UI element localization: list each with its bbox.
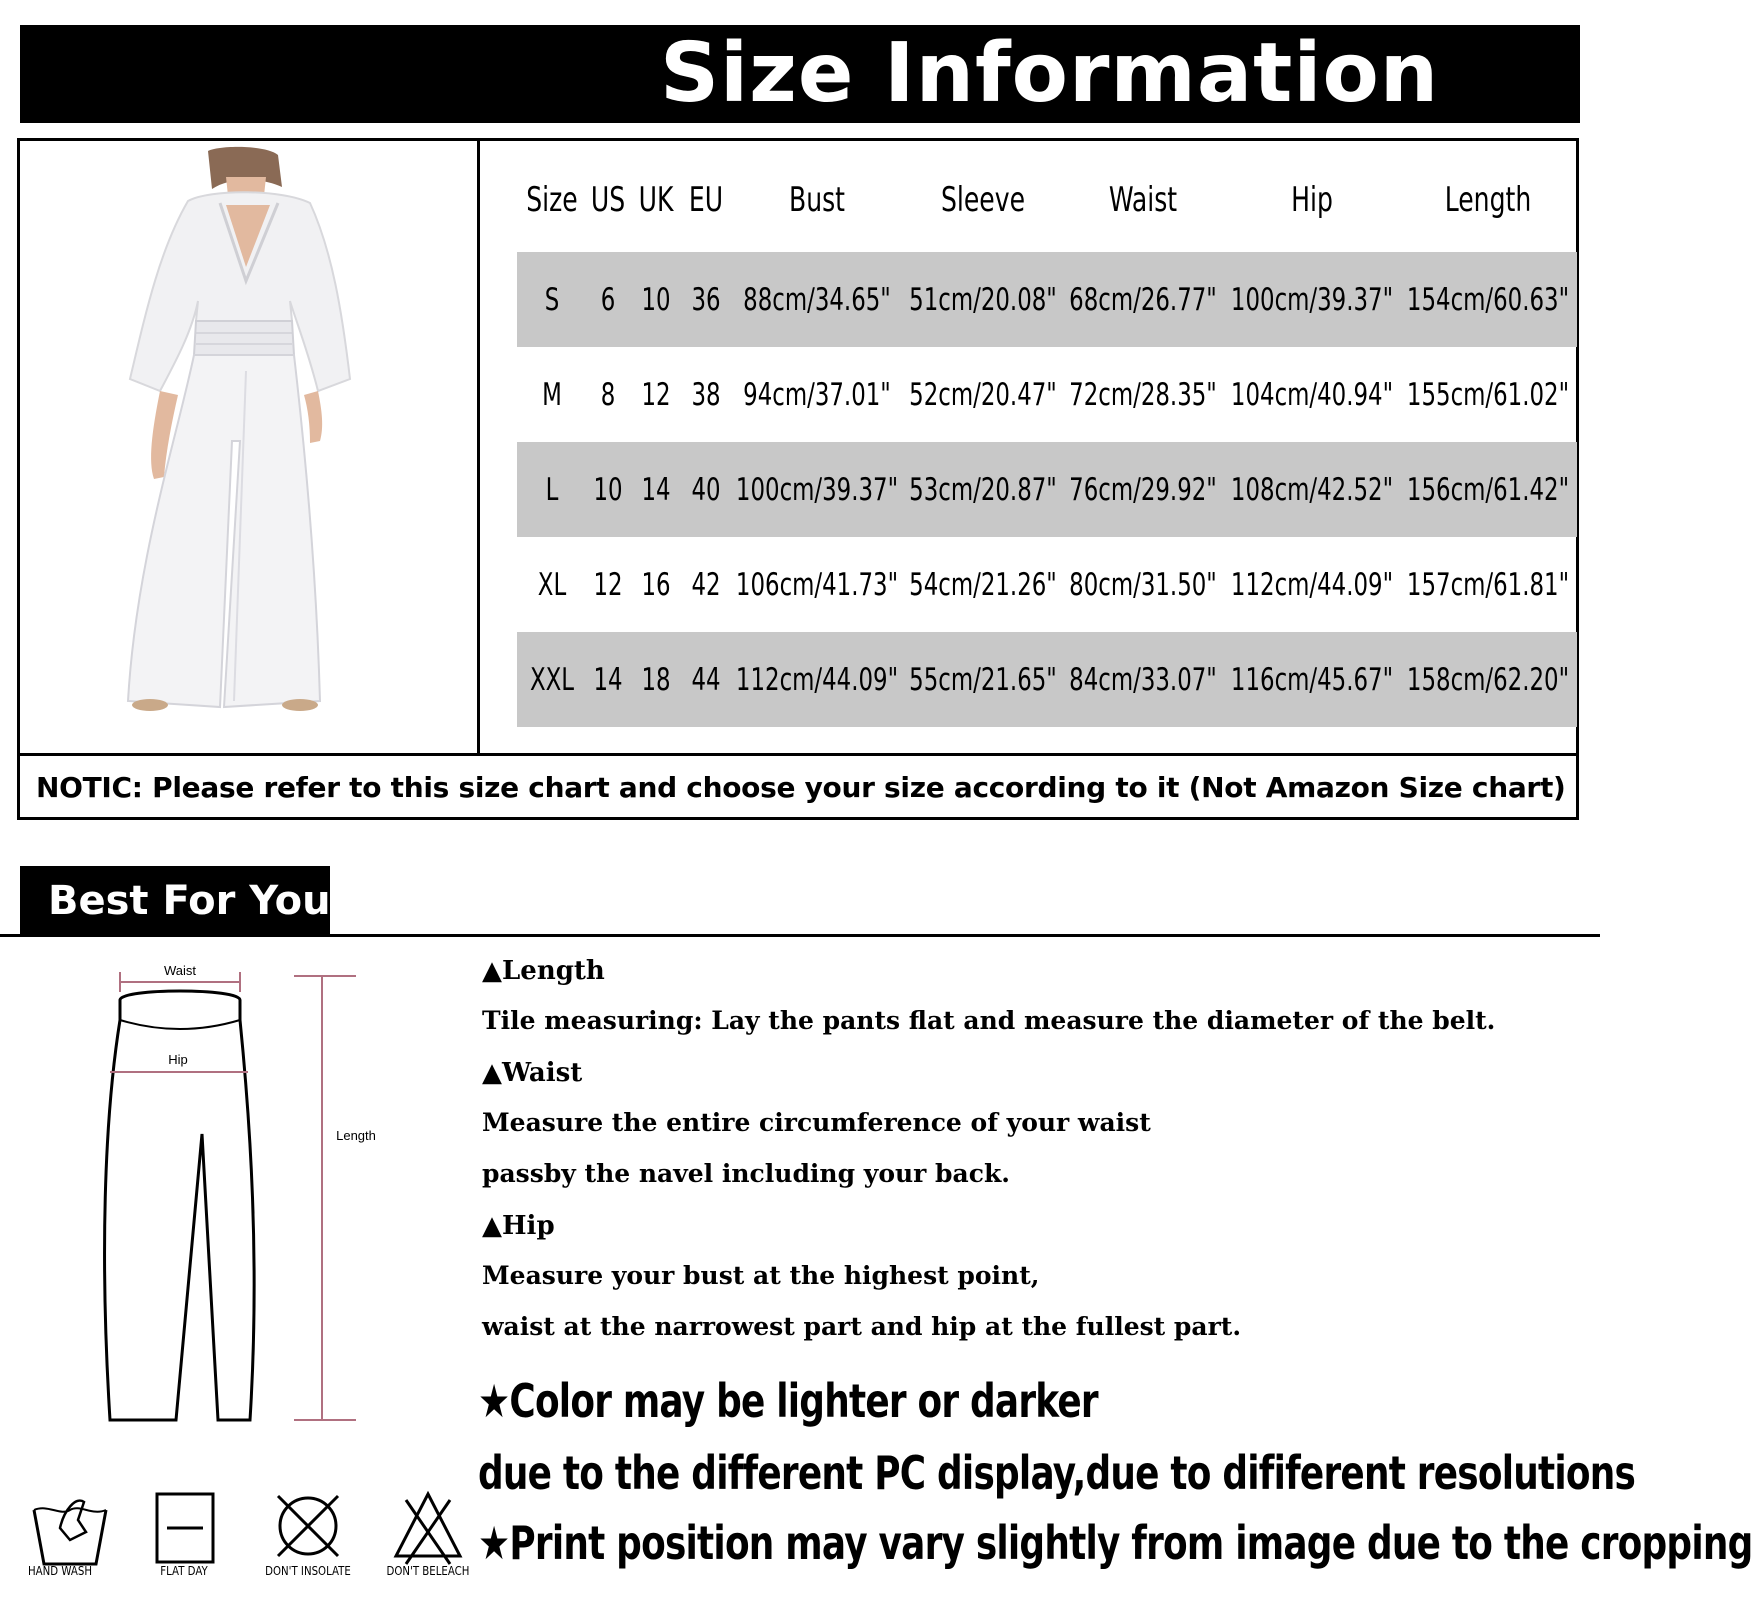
header-hip: Hip bbox=[1291, 180, 1333, 220]
cell-eu: 42 bbox=[691, 566, 721, 603]
header-eu: EU bbox=[688, 180, 724, 220]
cell-size: XXL bbox=[529, 661, 575, 698]
table-row bbox=[517, 632, 1577, 727]
header-us: US bbox=[590, 180, 626, 220]
flat-dry-label: FLAT DAY bbox=[160, 1564, 208, 1578]
hip-text-1: Measure your bust at the highest point, bbox=[482, 1261, 1040, 1290]
cell-bust: 94cm/37.01" bbox=[743, 376, 891, 413]
table-row bbox=[517, 347, 1577, 442]
page-title: Size Information bbox=[660, 26, 1440, 121]
title-bar bbox=[20, 25, 1580, 123]
hip-label: Hip bbox=[168, 1052, 188, 1067]
cell-size: S bbox=[544, 281, 560, 318]
notice-text: NOTIC: Please refer to this size chart and choose your size according to it (Not Amazon Size chart) bbox=[36, 771, 1566, 804]
cell-waist: 80cm/31.50" bbox=[1069, 566, 1217, 603]
size-chart-box bbox=[17, 138, 1579, 820]
length-heading: ▲Length bbox=[482, 956, 605, 986]
dont-bleach-label: DON'T BELEACH bbox=[386, 1564, 470, 1578]
cell-eu: 40 bbox=[691, 471, 721, 508]
cell-bust: 112cm/44.09" bbox=[735, 661, 899, 698]
best-for-you-heading: Best For You bbox=[48, 878, 331, 924]
cell-sleeve: 52cm/20.47" bbox=[909, 376, 1057, 413]
notice-row bbox=[20, 753, 1576, 817]
cell-bust: 106cm/41.73" bbox=[735, 566, 899, 603]
section-divider bbox=[0, 934, 1600, 937]
header-waist: Waist bbox=[1108, 180, 1178, 220]
cell-hip: 108cm/42.52" bbox=[1230, 471, 1394, 508]
cell-uk: 14 bbox=[641, 471, 671, 508]
waist-label: Waist bbox=[163, 963, 197, 978]
cell-uk: 10 bbox=[641, 281, 671, 318]
cell-us: 10 bbox=[593, 471, 623, 508]
cell-bust: 100cm/39.37" bbox=[735, 471, 899, 508]
product-photo bbox=[20, 141, 480, 753]
cell-size: L bbox=[545, 471, 559, 508]
cell-uk: 18 bbox=[641, 661, 671, 698]
cell-bust: 88cm/34.65" bbox=[743, 281, 891, 318]
color-note-2: due to the different PC display,due to dififerent resolutions bbox=[478, 1446, 1636, 1500]
cell-eu: 36 bbox=[691, 281, 721, 318]
cell-us: 14 bbox=[593, 661, 623, 698]
header-size: Size bbox=[526, 180, 578, 220]
header-uk: UK bbox=[638, 180, 674, 220]
cell-eu: 38 bbox=[691, 376, 721, 413]
header-length: Length bbox=[1444, 180, 1532, 220]
table-row bbox=[517, 252, 1577, 347]
waist-text-2: passby the navel including your back. bbox=[482, 1159, 1010, 1188]
waist-text-1: Measure the entire circumference of your waist bbox=[482, 1108, 1151, 1137]
table-row bbox=[517, 537, 1577, 632]
best-for-you-tab bbox=[20, 866, 330, 936]
cell-sleeve: 55cm/21.65" bbox=[909, 661, 1057, 698]
cell-length: 155cm/61.02" bbox=[1406, 376, 1570, 413]
cell-waist: 68cm/26.77" bbox=[1069, 281, 1217, 318]
cell-waist: 76cm/29.92" bbox=[1069, 471, 1217, 508]
waist-heading: ▲Waist bbox=[482, 1058, 583, 1088]
cell-sleeve: 51cm/20.08" bbox=[909, 281, 1057, 318]
cell-hip: 112cm/44.09" bbox=[1230, 566, 1394, 603]
cell-length: 157cm/61.81" bbox=[1406, 566, 1570, 603]
hip-heading: ▲Hip bbox=[482, 1211, 555, 1241]
jumpsuit-model-image bbox=[20, 141, 477, 753]
cell-us: 8 bbox=[600, 376, 616, 413]
size-table bbox=[480, 141, 1576, 753]
cell-waist: 84cm/33.07" bbox=[1069, 661, 1217, 698]
cell-size: M bbox=[542, 376, 562, 413]
hip-text-2: waist at the narrowest part and hip at the fullest part. bbox=[482, 1312, 1242, 1341]
cell-length: 156cm/61.42" bbox=[1406, 471, 1570, 508]
dont-insolate-label: DON'T INSOLATE bbox=[265, 1564, 351, 1578]
length-text: Tile measuring: Lay the pants flat and measure the diameter of the belt. bbox=[482, 1006, 1496, 1035]
cell-us: 6 bbox=[600, 281, 616, 318]
cell-uk: 16 bbox=[641, 566, 671, 603]
table-header-row bbox=[517, 165, 1577, 235]
hand-wash-label: HAND WASH bbox=[27, 1564, 93, 1578]
table-row bbox=[517, 442, 1577, 537]
cell-length: 158cm/62.20" bbox=[1406, 661, 1570, 698]
cell-size: XL bbox=[537, 566, 567, 603]
length-label: Length bbox=[336, 1128, 376, 1143]
cell-sleeve: 53cm/20.87" bbox=[909, 471, 1057, 508]
cell-us: 12 bbox=[593, 566, 623, 603]
print-note: ★Print position may vary slightly from image due to the cropping bbox=[478, 1516, 1753, 1570]
header-sleeve: Sleeve bbox=[940, 180, 1026, 220]
header-bust: Bust bbox=[788, 180, 846, 220]
cell-sleeve: 54cm/21.26" bbox=[909, 566, 1057, 603]
cell-length: 154cm/60.63" bbox=[1406, 281, 1570, 318]
cell-hip: 104cm/40.94" bbox=[1230, 376, 1394, 413]
cell-hip: 100cm/39.37" bbox=[1230, 281, 1394, 318]
cell-eu: 44 bbox=[691, 661, 721, 698]
cell-hip: 116cm/45.67" bbox=[1230, 661, 1394, 698]
pants-measurement-diagram bbox=[90, 960, 390, 1440]
cell-waist: 72cm/28.35" bbox=[1069, 376, 1217, 413]
cell-uk: 12 bbox=[641, 376, 671, 413]
color-note-1: ★Color may be lighter or darker bbox=[478, 1374, 1098, 1428]
